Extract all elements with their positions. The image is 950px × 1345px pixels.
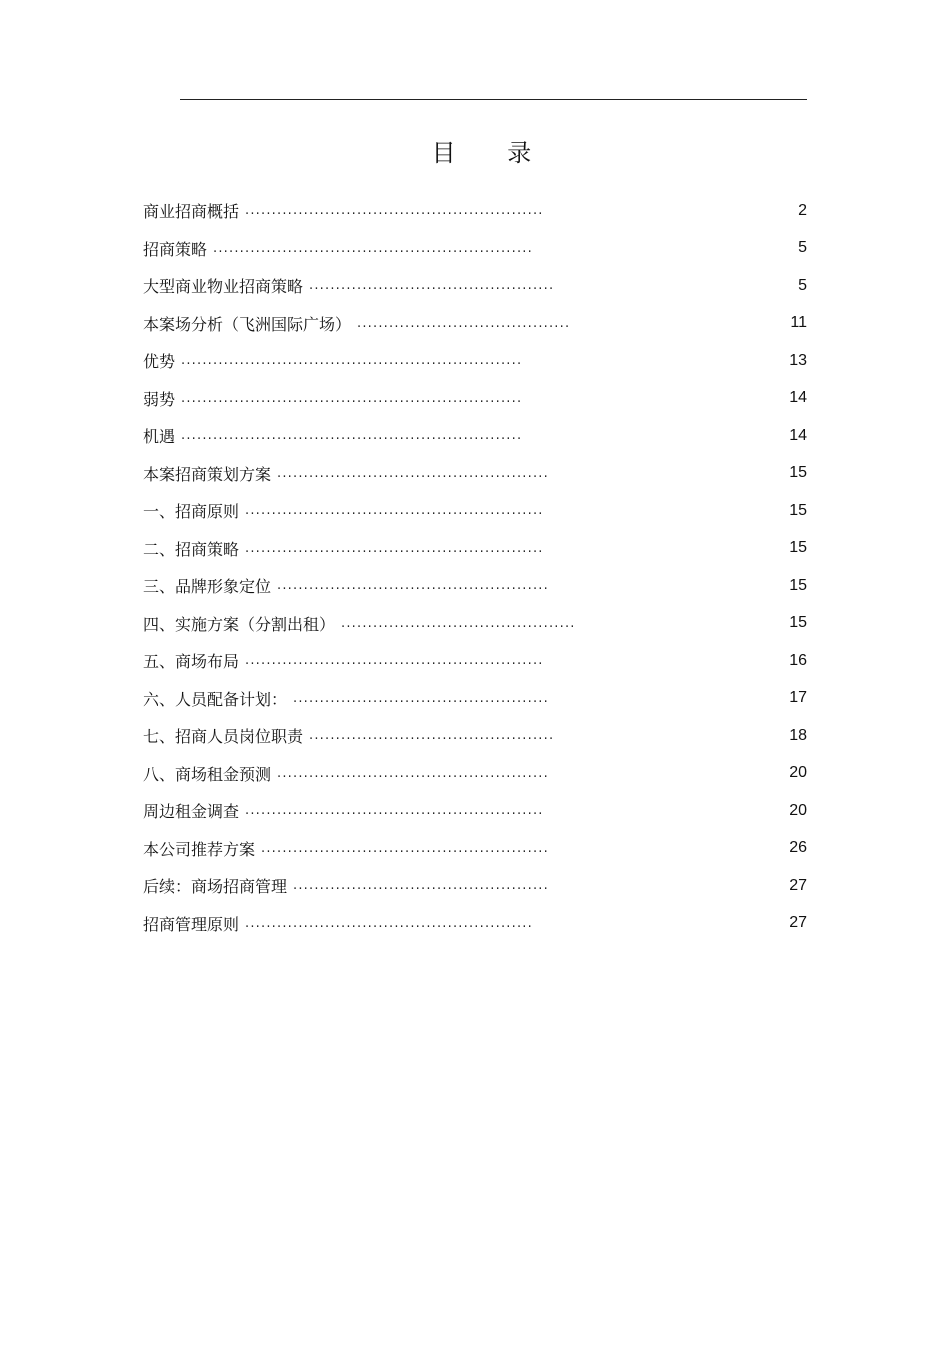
toc-entry-label: 招商策略 xyxy=(143,239,208,259)
toc-page-number: 18 xyxy=(789,726,807,744)
toc-leader-dots: .............................................. xyxy=(309,728,555,744)
toc-leader-dots: ................................................................ xyxy=(181,428,523,444)
toc-entry-label: 本案招商策划方案 xyxy=(143,464,272,484)
toc-entry xyxy=(143,830,807,868)
toc-entry xyxy=(143,567,807,605)
toc-leader-dots: ............................................ xyxy=(341,615,576,631)
toc-page-number: 5 xyxy=(798,239,807,257)
toc-page-number: 20 xyxy=(789,801,807,819)
toc-page-number: 26 xyxy=(789,839,807,857)
toc-page-number: 15 xyxy=(789,614,807,632)
toc-entry-label: 弱势 xyxy=(143,389,176,409)
toc-leader-dots: ........................................................ xyxy=(245,653,544,669)
toc-entry xyxy=(143,192,807,230)
toc-page-number: 20 xyxy=(789,764,807,782)
toc-page-number: 27 xyxy=(789,914,807,932)
toc-entry xyxy=(143,717,807,755)
toc-leader-dots: ................................................................ xyxy=(181,353,523,369)
toc-entry xyxy=(143,680,807,718)
toc-page-number: 14 xyxy=(789,389,807,407)
toc-entry-label: 商业招商概括 xyxy=(143,202,240,222)
toc-entry xyxy=(143,455,807,493)
toc-page-number: 17 xyxy=(789,689,807,707)
toc-entry xyxy=(143,342,807,380)
toc-entry xyxy=(143,905,807,943)
toc-entry-label: 三、品牌形象定位 xyxy=(143,577,272,597)
toc-page-number: 5 xyxy=(798,276,807,294)
toc-entry-label: 八、商场租金预测 xyxy=(143,764,272,784)
toc-entry xyxy=(143,792,807,830)
toc-page-number: 16 xyxy=(789,651,807,669)
toc-page-number: 13 xyxy=(789,351,807,369)
toc-page-number: 15 xyxy=(789,501,807,519)
toc-page-number: 15 xyxy=(789,576,807,594)
toc-entry xyxy=(143,605,807,643)
toc-entry xyxy=(143,417,807,455)
toc-entry xyxy=(143,230,807,268)
toc-entry xyxy=(143,530,807,568)
toc-page-number: 14 xyxy=(789,426,807,444)
toc-entry-label: 大型商业物业招商策略 xyxy=(143,277,304,297)
toc-entry-label: 四、实施方案（分割出租） xyxy=(143,614,336,634)
toc-leader-dots: ................................................... xyxy=(277,578,549,594)
toc-leader-dots: ...................................................... xyxy=(245,915,533,931)
toc-entry-label: 机遇 xyxy=(143,427,176,447)
toc-leader-dots: ................................................ xyxy=(293,690,549,706)
toc-page-number: 15 xyxy=(789,464,807,482)
toc-entry xyxy=(143,380,807,418)
toc-page-number: 15 xyxy=(789,539,807,557)
toc-entry-label: 二、招商策略 xyxy=(143,539,240,559)
toc-leader-dots: ...................................................... xyxy=(261,840,549,856)
toc-leader-dots: ........................................................ xyxy=(245,503,544,519)
toc-page-number: 2 xyxy=(798,201,807,219)
toc-leader-dots: ................................................................ xyxy=(181,390,523,406)
toc-title: 目 录 xyxy=(431,139,554,167)
toc-entry-label: 优势 xyxy=(143,352,176,372)
toc-entry xyxy=(143,867,807,905)
toc-leader-dots: ................................................ xyxy=(293,878,549,894)
toc-entry-label: 一、招商原则 xyxy=(143,502,240,522)
toc-leader-dots: .............................................. xyxy=(309,278,555,294)
toc-entry xyxy=(143,755,807,793)
toc-entry-label: 周边租金调查 xyxy=(143,802,240,822)
toc-leader-dots: ................................................... xyxy=(277,765,549,781)
toc-list xyxy=(143,192,807,942)
header-rule xyxy=(180,99,807,100)
toc-entry-label: 七、招商人员岗位职责 xyxy=(143,727,304,747)
toc-entry-label: 六、人员配备计划： xyxy=(143,689,288,709)
toc-leader-dots: ........................................ xyxy=(357,315,571,331)
toc-entry xyxy=(143,267,807,305)
toc-entry-label: 招商管理原则 xyxy=(143,914,240,934)
toc-leader-dots: ................................................... xyxy=(277,465,549,481)
toc-leader-dots: ............................................................ xyxy=(213,240,533,256)
toc-entry xyxy=(143,492,807,530)
toc-entry-label: 本案场分析（飞洲国际广场） xyxy=(143,314,352,334)
toc-entry xyxy=(143,305,807,343)
toc-leader-dots: ........................................................ xyxy=(245,203,544,219)
toc-page-number: 27 xyxy=(789,876,807,894)
toc-entry xyxy=(143,642,807,680)
toc-entry-label: 后续：商场招商管理 xyxy=(143,877,288,897)
toc-leader-dots: ........................................................ xyxy=(245,803,544,819)
toc-page-number: 11 xyxy=(790,314,807,332)
toc-entry-label: 五、商场布局 xyxy=(143,652,240,672)
toc-leader-dots: ........................................................ xyxy=(245,540,544,556)
toc-entry-label: 本公司推荐方案 xyxy=(143,839,256,859)
